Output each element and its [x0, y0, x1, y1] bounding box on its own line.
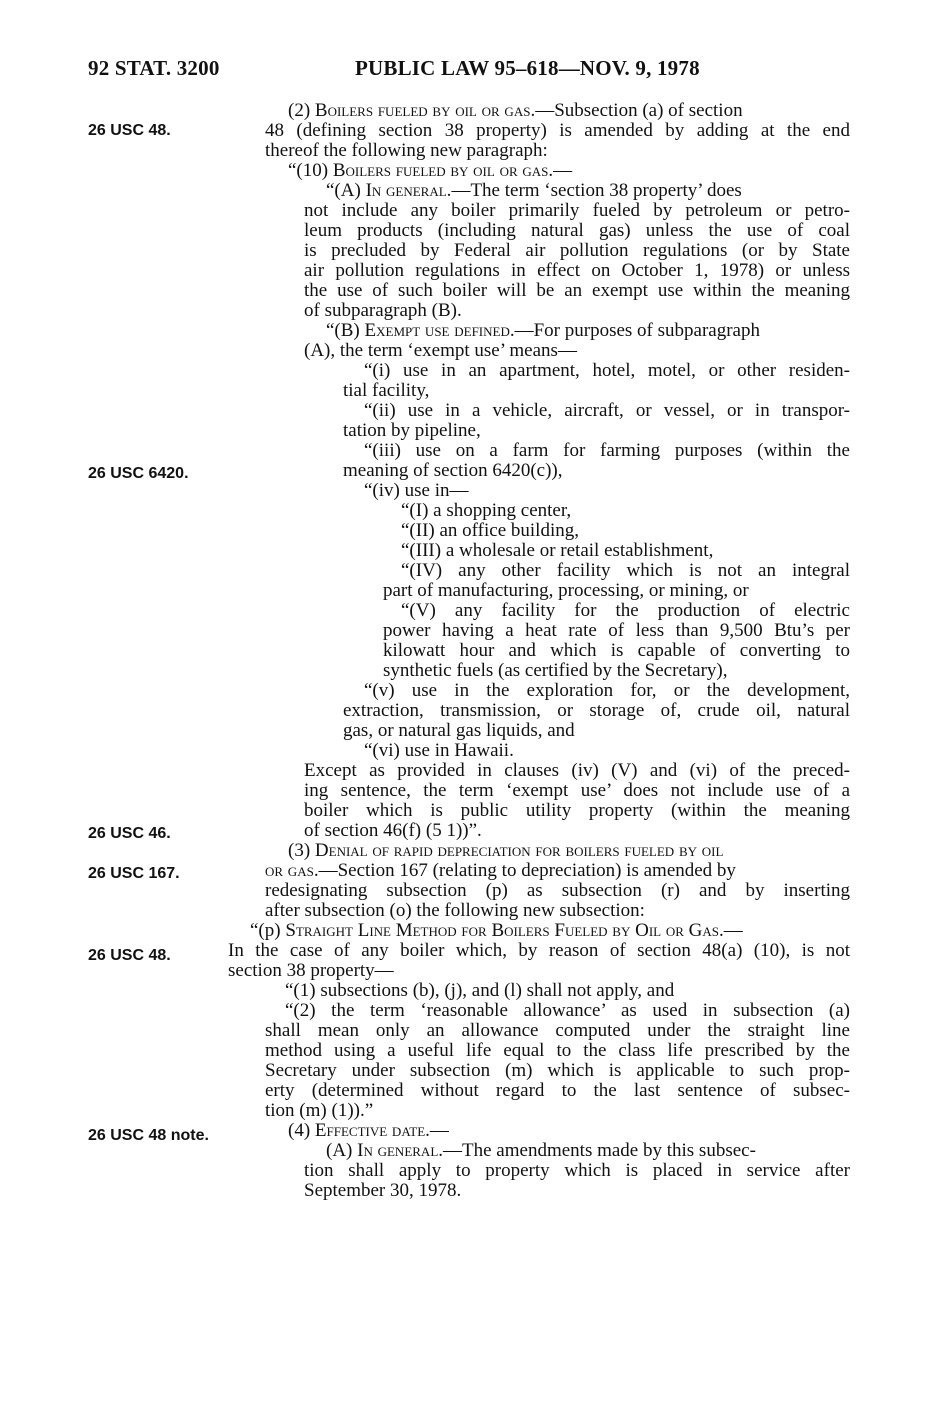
- text-line: “(iv) use in—: [364, 480, 469, 501]
- text-line: tion (m) (1)).”: [265, 1100, 374, 1121]
- text-line: “(B) Exempt use defined.—For purposes of subparagraph: [326, 320, 760, 341]
- text-line: “(III) a wholesale or retail establishment,: [401, 540, 714, 561]
- text-line: “(ii) use in a vehicle, aircraft, or vessel, or in transpor-: [364, 400, 850, 421]
- text-line: boiler which is public utility property (within the meaning: [304, 800, 850, 821]
- text-line: Except as provided in clauses (iv) (V) and (vi) of the preced-: [304, 760, 850, 781]
- margin-note: 26 USC 48.: [88, 947, 171, 964]
- text-line: In the case of any boiler which, by reason of section 48(a) (10), is not: [228, 940, 850, 961]
- text-line: tial facility,: [343, 380, 430, 401]
- text-line: meaning of section 6420(c)),: [343, 460, 563, 481]
- text-line: (2) Boilers fueled by oil or gas.—Subsection (a) of section: [288, 100, 743, 121]
- margin-note: 26 USC 167.: [88, 865, 180, 882]
- text-line: shall mean only an allowance computed under the straight line: [265, 1020, 850, 1041]
- text-line: of subparagraph (B).: [304, 300, 462, 321]
- text-line: synthetic fuels (as certified by the Secretary),: [383, 660, 728, 681]
- text-line: (4) Effective date.—: [288, 1120, 449, 1141]
- text-line: extraction, transmission, or storage of, crude oil, natural: [343, 700, 850, 721]
- text-line: of section 46(f) (5 1))”.: [304, 820, 482, 841]
- text-line: (A), the term ‘exempt use’ means—: [304, 340, 577, 361]
- text-line: not include any boiler primarily fueled by petroleum or petro-: [304, 200, 850, 221]
- text-line: is precluded by Federal air pollution regulations (or by State: [304, 240, 850, 261]
- text-line: leum products (including natural gas) unless the use of coal: [304, 220, 850, 241]
- text-line: method using a useful life equal to the class life prescribed by the: [265, 1040, 850, 1061]
- text-line: erty (determined without regard to the last sentence of subsec-: [265, 1080, 850, 1101]
- text-line: (3) Denial of rapid depreciation for boilers fueled by oil: [288, 840, 724, 861]
- text-line: section 38 property—: [228, 960, 394, 981]
- text-line: “(10) Boilers fueled by oil or gas.—: [288, 160, 573, 181]
- text-line: thereof the following new paragraph:: [265, 140, 548, 161]
- text-line: tion shall apply to property which is placed in service after: [304, 1160, 850, 1181]
- text-line: or gas.—Section 167 (relating to depreciation) is amended by: [265, 860, 736, 881]
- stat-citation: 92 STAT. 3200: [88, 56, 220, 80]
- text-line: “(p) Straight Line Method for Boilers Fueled by Oil or Gas.—: [250, 920, 743, 941]
- text-line: ing sentence, the term ‘exempt use’ does not include use of a: [304, 780, 850, 801]
- margin-note: 26 USC 48 note.: [88, 1127, 209, 1144]
- margin-note: 26 USC 6420.: [88, 465, 189, 482]
- margin-note: 26 USC 46.: [88, 825, 171, 842]
- text-line: September 30, 1978.: [304, 1180, 462, 1201]
- text-line: power having a heat rate of less than 9,500 Btu’s per: [383, 620, 850, 641]
- text-line: kilowatt hour and which is capable of converting to: [383, 640, 850, 661]
- text-line: tation by pipeline,: [343, 420, 481, 441]
- text-line: 48 (defining section 38 property) is amended by adding at the end: [265, 120, 850, 141]
- text-line: Secretary under subsection (m) which is applicable to such prop-: [265, 1060, 850, 1081]
- text-line: “(A) In general.—The term ‘section 38 property’ does: [326, 180, 742, 201]
- margin-note: 26 USC 48.: [88, 122, 171, 139]
- text-line: “(I) a shopping center,: [401, 500, 572, 521]
- text-line: after subsection (o) the following new subsection:: [265, 900, 645, 921]
- text-line: “(II) an office building,: [401, 520, 579, 541]
- text-line: “(i) use in an apartment, hotel, motel, or other residen-: [364, 360, 850, 381]
- text-line: “(V) any facility for the production of electric: [401, 600, 850, 621]
- text-line: “(IV) any other facility which is not an integral: [401, 560, 850, 581]
- text-line: “(2) the term ‘reasonable allowance’ as used in subsection (a): [285, 1000, 850, 1021]
- text-line: air pollution regulations in effect on October 1, 1978) or unless: [304, 260, 850, 281]
- text-line: gas, or natural gas liquids, and: [343, 720, 575, 741]
- text-line: (A) In general.—The amendments made by this subsec-: [326, 1140, 756, 1161]
- text-line: “(1) subsections (b), (j), and (l) shall not apply, and: [285, 980, 675, 1001]
- page-title: PUBLIC LAW 95–618—NOV. 9, 1978: [355, 56, 700, 80]
- text-line: “(v) use in the exploration for, or the development,: [364, 680, 850, 701]
- text-line: “(vi) use in Hawaii.: [364, 740, 514, 761]
- text-line: the use of such boiler will be an exempt use within the meaning: [304, 280, 850, 301]
- text-line: redesignating subsection (p) as subsection (r) and by inserting: [265, 880, 850, 901]
- text-line: part of manufacturing, processing, or mining, or: [383, 580, 749, 601]
- text-line: “(iii) use on a farm for farming purposes (within the: [364, 440, 850, 461]
